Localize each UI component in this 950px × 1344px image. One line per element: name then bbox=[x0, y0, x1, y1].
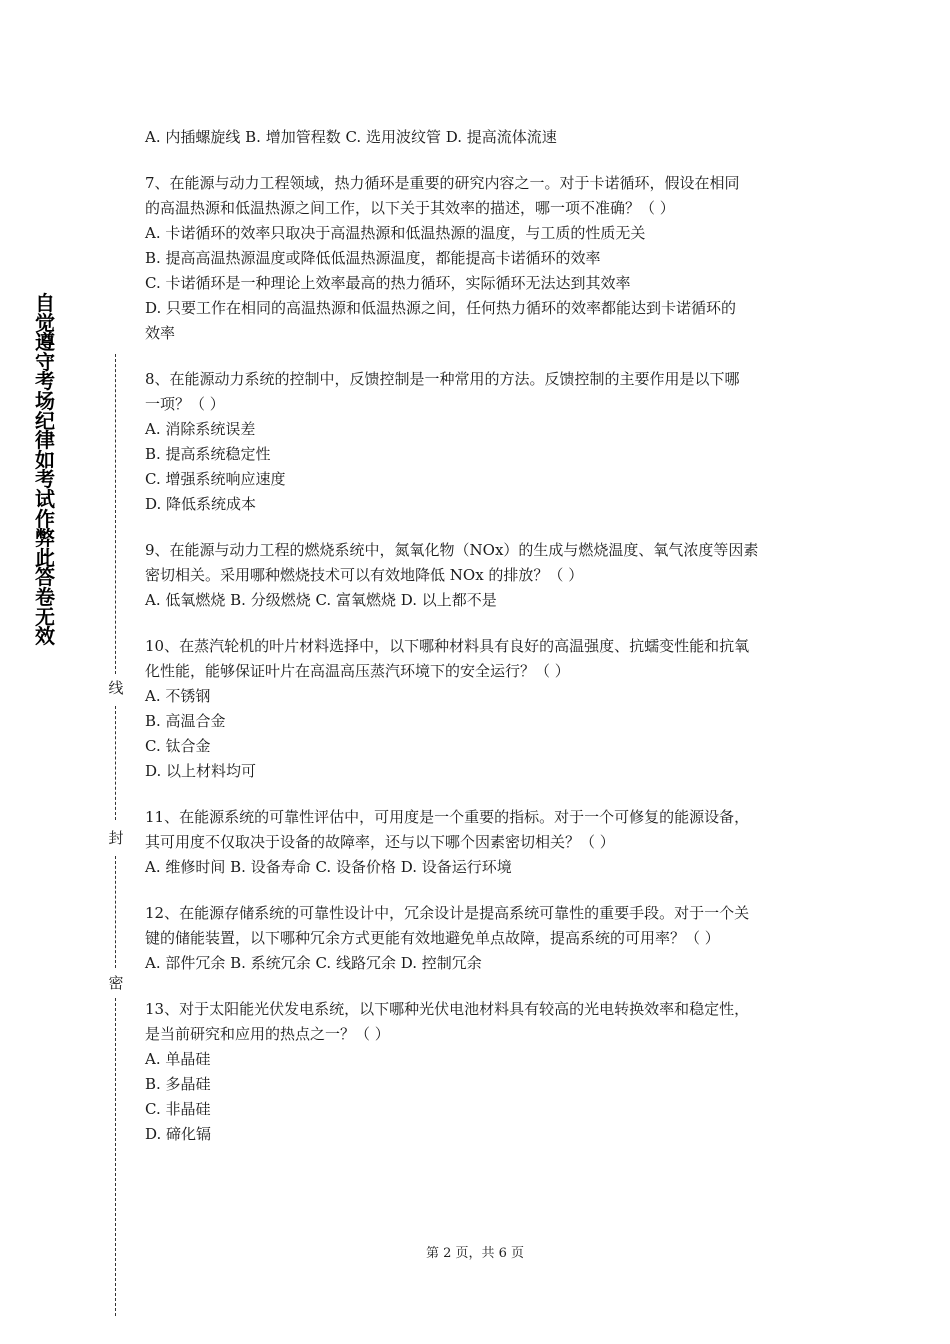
binding-line-segment bbox=[115, 706, 116, 820]
question-7 bbox=[145, 171, 813, 346]
seal-mark-secret: 密 bbox=[108, 974, 124, 992]
answer-option: D. 碲化镉 bbox=[145, 1125, 212, 1143]
question-content bbox=[145, 125, 813, 1147]
answer-option: D. 以上材料均可 bbox=[145, 762, 257, 780]
answer-option: C. 非晶硅 bbox=[145, 1100, 211, 1118]
binding-line-segment bbox=[115, 998, 116, 1316]
question-stem: 10、在蒸汽轮机的叶片材料选择中，以下哪种材料具有良好的高温强度、抗蠕变性能和抗氧 bbox=[145, 637, 750, 655]
answer-option: D. 降低系统成本 bbox=[145, 495, 257, 513]
question-stem: 9、在能源与动力工程的燃烧系统中，氮氧化物（NOx）的生成与燃烧温度、氧气浓度等因素 bbox=[145, 541, 759, 559]
answer-option: A. 单晶硅 bbox=[145, 1050, 211, 1068]
answer-option: B. 高温合金 bbox=[145, 712, 226, 730]
question-stem: 是当前研究和应用的热点之一？（ ） bbox=[145, 1025, 390, 1043]
question-stem: 13、对于太阳能光伏发电系统，以下哪种光伏电池材料具有较高的光电转换效率和稳定性， bbox=[145, 1000, 750, 1018]
answer-option: B. 提高高温热源温度或降低低温热源温度，都能提高卡诺循环的效率 bbox=[145, 249, 601, 267]
question-stem: 一项？（ ） bbox=[145, 395, 225, 413]
answer-option: B. 多晶硅 bbox=[145, 1075, 211, 1093]
question-stem: 密切相关。采用哪种燃烧技术可以有效地降低 NOx 的排放？（ ） bbox=[145, 566, 584, 584]
question-stem: 8、在能源动力系统的控制中，反馈控制是一种常用的方法。反馈控制的主要作用是以下哪 bbox=[145, 370, 740, 388]
binding-line-segment bbox=[115, 354, 116, 674]
question-9 bbox=[145, 538, 813, 613]
answer-option: B. 提高系统稳定性 bbox=[145, 445, 271, 463]
question-stem: 其可用度不仅取决于设备的故障率，还与以下哪个因素密切相关？（ ） bbox=[145, 833, 615, 851]
question-stem: 化性能，能够保证叶片在高温高压蒸汽环境下的安全运行？（ ） bbox=[145, 662, 570, 680]
answer-option: D. 只要工作在相同的高温热源和低温热源之间，任何热力循环的效率都能达到卡诺循环的 bbox=[145, 299, 737, 317]
answer-options: A. 部件冗余 B. 系统冗余 C. 线路冗余 D. 控制冗余 bbox=[145, 954, 482, 972]
answer-option: A. 卡诺循环的效率只取决于高温热源和低温热源的温度，与工质的性质无关 bbox=[145, 224, 646, 242]
previous-question-options: A. 内插螺旋线 B. 增加管程数 C. 选用波纹管 D. 提高流体流速 bbox=[145, 128, 557, 146]
question-13 bbox=[145, 997, 813, 1147]
question-stem: 键的储能装置，以下哪种冗余方式更能有效地避免单点故障，提高系统的可用率？（ ） bbox=[145, 929, 720, 947]
question-11 bbox=[145, 805, 813, 880]
question-stem: 11、在能源系统的可靠性评估中，可用度是一个重要的指标。对于一个可修复的能源设备， bbox=[145, 808, 750, 826]
answer-option: A. 不锈钢 bbox=[145, 687, 211, 705]
answer-options: A. 维修时间 B. 设备寿命 C. 设备价格 D. 设备运行环境 bbox=[145, 858, 512, 876]
answer-option: 效率 bbox=[145, 324, 176, 342]
answer-option: C. 卡诺循环是一种理论上效率最高的热力循环，实际循环无法达到其效率 bbox=[145, 274, 631, 292]
seal-mark-line: 线 bbox=[108, 679, 124, 697]
exam-discipline-notice: 自觉遵守考场纪律如考试作弊此答卷无效 bbox=[35, 291, 55, 649]
answer-option: C. 钛合金 bbox=[145, 737, 211, 755]
question-10 bbox=[145, 634, 813, 784]
question-stem: 12、在能源存储系统的可靠性设计中，冗余设计是提高系统可靠性的重要手段。对于一个关 bbox=[145, 904, 750, 922]
answer-option: C. 增强系统响应速度 bbox=[145, 470, 286, 488]
page-number: 第 2 页，共 6 页 bbox=[425, 1246, 525, 1261]
answer-options: A. 低氧燃烧 B. 分级燃烧 C. 富氧燃烧 D. 以上都不是 bbox=[145, 591, 497, 609]
question-8 bbox=[145, 367, 813, 517]
answer-option: A. 消除系统误差 bbox=[145, 420, 256, 438]
question-12 bbox=[145, 901, 813, 976]
question-stem: 的高温热源和低温热源之间工作，以下关于其效率的描述，哪一项不准确？（ ） bbox=[145, 199, 675, 217]
binding-line-segment bbox=[115, 856, 116, 968]
question-stem: 7、在能源与动力工程领域，热力循环是重要的研究内容之一。对于卡诺循环，假设在相同 bbox=[145, 174, 740, 192]
seal-mark-seal: 封 bbox=[108, 829, 124, 847]
